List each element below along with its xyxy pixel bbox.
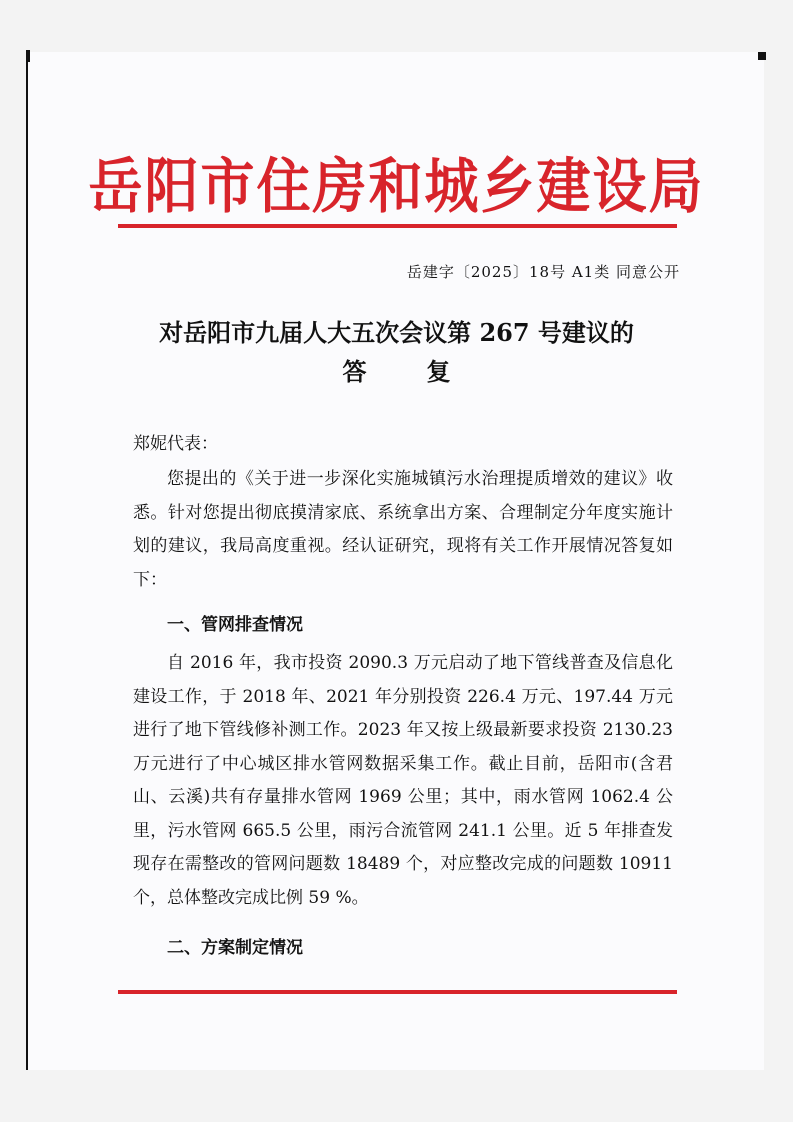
paragraph-pipe-survey: 自 2016 年，我市投资 2090.3 万元启动了地下管线普查及信息化建设工作，于 2018 年、2021 年分别投资 226.4 万元、197.44 万元进行了地下管线修补测工作。2023 年又按上级最新要求投资 2130.23 万元进行了中心城区排水管网数据采集工作。截止目前，岳阳市(含君山、云溪)共有存量排水管网 1969 公里；其中，雨水管网 1062.4 公里，污水管网 665.5 公里，雨污合流管网 241.1 公里。近 5 年排查发现存在需整改的管网问题数 18489 个，对应整改完成的问题数 10911 个，总体整改完成比例 59 %。 xyxy=(133,653,673,908)
footer-red-rule xyxy=(118,990,677,994)
paragraph-intro: 您提出的《关于进一步深化实施城镇污水治理提质增效的建议》收悉。针对您提出彻底摸清家底、系统拿出方案、合理制定分年度实施计划的建议，我局高度重视。经认证研究，现将有关工作开展情况答复如下： xyxy=(133,469,673,590)
document-title-line-1: 对岳阳市九届人大五次会议第 267 号建议的 xyxy=(159,318,634,347)
document-title-line-2: 答复 xyxy=(342,357,511,386)
salutation: 郑妮代表： xyxy=(133,434,218,454)
letterhead-title: 岳阳市住房和城乡建设局 xyxy=(88,151,705,222)
scan-edge-corner xyxy=(758,52,766,60)
scan-edge-top xyxy=(26,50,30,62)
document-number: 岳建字〔2025〕18号 A1类 同意公开 xyxy=(406,263,680,281)
section-heading-2: 二、方案制定情况 xyxy=(167,938,303,958)
letterhead-red-rule xyxy=(118,224,677,228)
section-heading-1: 一、管网排查情况 xyxy=(167,615,303,635)
